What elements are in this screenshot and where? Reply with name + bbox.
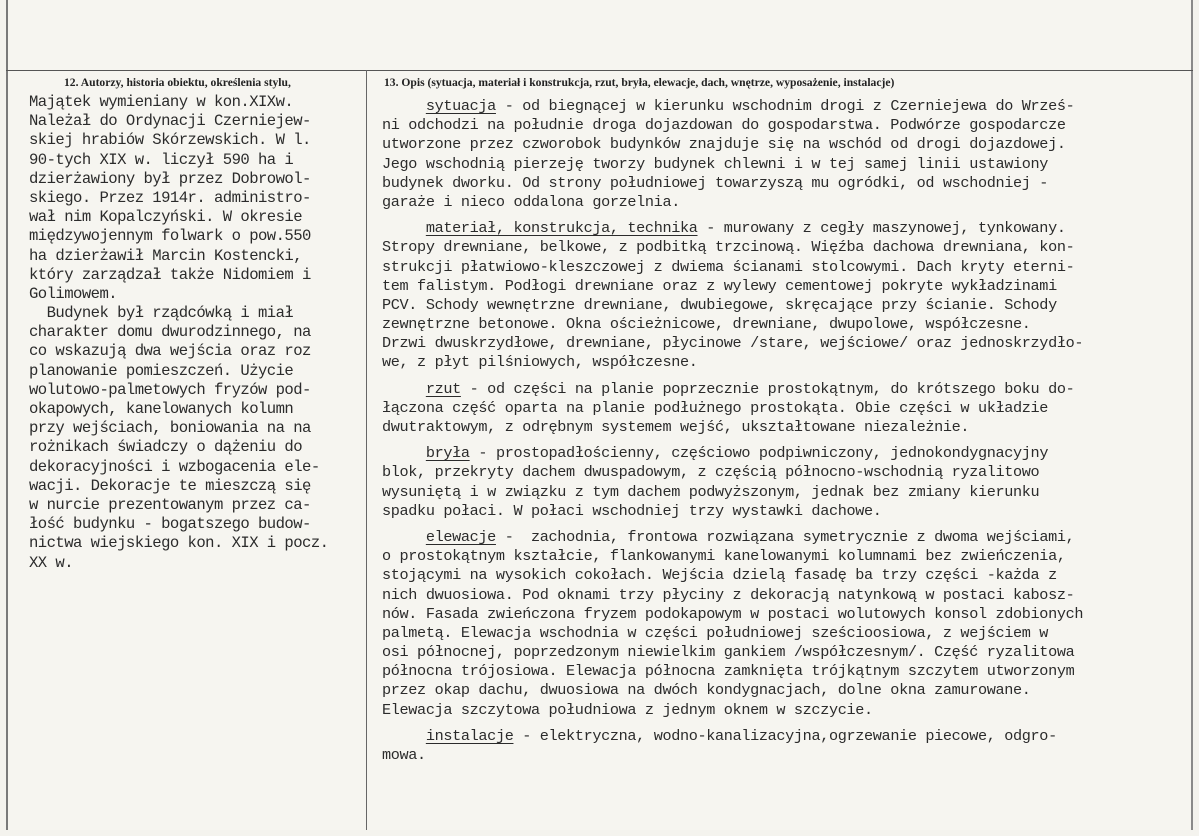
section-line: Jego wschodnią pierzeję tworzy budynek chlewni i w tej samej linii ustawiony — [382, 154, 1049, 173]
section-line: dwutraktowym, z odrębnym systemem wejść, ukształtowane niezależnie. — [382, 418, 970, 436]
section-first-text: - zachodnia, frontowa rozwiązana symetrycznie z dwoma wejściami, — [495, 527, 1075, 546]
section-line: budynek dworku. Od strony południowej towarzyszą mu ogródki, od wschodniej - — [382, 173, 1049, 192]
history-text — [29, 93, 369, 573]
section-line: PCV. Schody wewnętrzne drewniane, dwubiegowe, skręcające przy ścianie. Schody — [382, 295, 1057, 314]
history-line: dzierżawiony był przez Dobrowol- — [29, 169, 311, 188]
section-first-line — [382, 219, 1194, 238]
section-line: o prostokątnym kształcie, flankowanymi kanelowanymi kolumnami bez zwieńczenia, — [382, 547, 1066, 566]
section-label: materiał, konstrukcja, technika — [425, 219, 698, 238]
history-line: Golimowem. — [29, 284, 118, 303]
section-line: mowa. — [382, 746, 426, 764]
history-line: Należał do Ordynacji Czerniejew- — [29, 112, 311, 131]
section-line: zewnętrzne betonowe. Okna ościeżnicowe, drewniane, dwupolowe, współczesne. — [382, 315, 1031, 334]
section-label: elewacje — [425, 527, 496, 546]
section-first-line — [382, 444, 1194, 463]
section-label: sytuacja — [425, 97, 496, 115]
section-line: garaże i nieco oddalona gorzelnia. — [382, 192, 680, 211]
history-line: planowanie pomieszczeń. Użycie — [29, 361, 294, 380]
section-label: bryła — [425, 444, 470, 463]
section-line: stojącymi na wysokich cokołach. Wejścia dzielą fasadę ba trzy części -każda z — [382, 566, 1057, 585]
history-line: międzywojennym folwark o pow.550 — [29, 227, 311, 246]
header-rule — [6, 70, 1193, 71]
history-line: Budynek był rządcówką i miał — [29, 304, 294, 323]
history-line: ha dzierżawił Marcin Kostencki, — [29, 246, 303, 265]
history-line: rożnikach świadczy o dążeniu do — [29, 438, 303, 457]
section-first-text: - elektryczna, wodno-kanalizacyjna,ogrzewanie piecowe, odgro- — [513, 726, 1057, 745]
section-line: łączona część oparta na planie podłużnego prostokąta. Obie części w układzie — [382, 398, 1049, 417]
section-line: wysuniętą i w związku z tym dachem podwyższonym, jednak bez zmiany kierunku — [382, 482, 1040, 501]
history-line: charakter domu dwurodzinnego, na — [29, 323, 311, 342]
section-first-text: - od biegnącej w kierunku wschodnim drogi z Czerniejewa do Wrześ- — [495, 97, 1075, 115]
section-line: blok, przekryty dachem dwuspadowym, z częścią północno-wschodnią ryzalitowo — [382, 463, 1040, 482]
section-line: północna trójosiowa. Elewacja północna zamknięta trójkątnym szczytem utworzonym — [382, 662, 1075, 681]
section-first-text: - murowany z cegły maszynowej, tynkowany. — [697, 219, 1066, 238]
section-bryła — [382, 444, 1194, 521]
section-line: nich dwuosiowa. Pod oknami trzy płyciny z dekoracją natynkową w postaci kabosz- — [382, 585, 1075, 604]
section-line: we, z płyt pilśniowych, współczesne. — [382, 353, 698, 372]
section-first-text: - prostopadłościenny, częściowo podpiwniczony, jednokondygnacyjny — [469, 444, 1049, 463]
section-first-line — [382, 97, 1194, 116]
section-line: Drzwi dwuskrzydłowe, drewniane, płycinowe /stare, wejściowe/ oraz jednoskrzydło- — [382, 334, 1084, 353]
section-materiał — [382, 219, 1194, 373]
section-first-line — [382, 380, 1194, 399]
section-first-line — [382, 727, 1194, 746]
section-line: strukcji płatwiowo-kleszczowej z dwiema ścianami stolcowymi. Dach kryty eterni- — [382, 257, 1075, 276]
section-rzut — [382, 380, 1194, 438]
section-line: tem falistym. Podłogi drewniane oraz z wylewy cementowej pokryte wykładzinami — [382, 276, 1057, 295]
section-elewacje — [382, 528, 1194, 720]
history-line: okapowych, kanelowanych kolumn — [29, 400, 294, 418]
section-line: utworzone przez czworobok budynków znajduje się na wschód od drogi dojazdowej. — [382, 135, 1066, 154]
history-line: 90-tych XIX w. liczył 590 ha i — [29, 150, 294, 169]
section-first-text: - od części na planie poprzecznie prostokątnym, do krótszego boku do- — [460, 379, 1075, 398]
section-label: rzut — [425, 379, 461, 398]
section-line: palmetą. Elewacja wschodnia w części południowej sześcioosiowa, z wejściem w — [382, 623, 1049, 642]
section-12-header: 12. Autorzy, historia obiektu, określenia stylu, — [64, 76, 291, 89]
history-line: łość budynku - bogatszego budow- — [29, 515, 311, 534]
history-line: co wskazują dwa wejścia oraz roz — [29, 342, 311, 361]
history-line: Majątek wymieniany w kon.XIXw. — [29, 93, 294, 111]
section-line: ni odchodzi na południe droga dojazdowan do gospodarstwa. Podwórze gospodarcze — [382, 116, 1066, 135]
history-line: wał nim Kopalczyński. W okresie — [29, 208, 303, 227]
section-line: osi północnej, poprzedzonym niewielkim gankiem /współczesnym/. Część ryzalitowa — [382, 643, 1075, 662]
history-line: dekoracyjności i wzbogacenia ele- — [29, 457, 320, 476]
section-sytuacja — [382, 97, 1194, 212]
section-line: Stropy drewniane, belkowe, z podbitką trzcinową. Więźba dachowa drewniana, kon- — [382, 238, 1075, 257]
section-line: spadku połaci. W połaci wschodniej trzy wystawki dachowe. — [382, 501, 882, 520]
history-line: skiej hrabiów Skórzewskich. W l. — [29, 131, 311, 150]
history-line: XX w. — [29, 553, 74, 572]
history-line: wacji. Dekoracje te mieszczą się — [29, 476, 311, 495]
section-13-header: 13. Opis (sytuacja, materiał i konstrukcja, rzut, bryła, elewacje, dach, wnętrze, wyposażenie, instalacje) — [384, 76, 895, 89]
section-line: przez okap dachu, dwuosiowa na dwóch kondygnacjach, dolne okna zamurowane. — [382, 681, 1031, 700]
section-line: Elewacja szczytowa południowa z jednym oknem w szczycie. — [382, 700, 873, 719]
history-line: przy wejściach, boniowania na na — [29, 419, 311, 438]
history-line: wolutowo-palmetowych fryzów pod- — [29, 380, 311, 399]
section-instalacje — [382, 727, 1194, 765]
history-line: który zarządzał także Nidomiem i — [29, 265, 311, 284]
section-label: instalacje — [425, 726, 514, 745]
history-line: nictwa wiejskiego kon. XIX i pocz. — [29, 534, 329, 553]
section-line: nów. Fasada zwieńczona fryzem podokapowym w postaci wolutowych konsol zdobionych — [382, 604, 1084, 623]
history-line: skiego. Przez 1914r. administro- — [29, 188, 311, 207]
section-first-line — [382, 528, 1194, 547]
description-text — [382, 97, 1194, 765]
history-line: w nurcie prezentowanym przez ca- — [29, 495, 311, 514]
